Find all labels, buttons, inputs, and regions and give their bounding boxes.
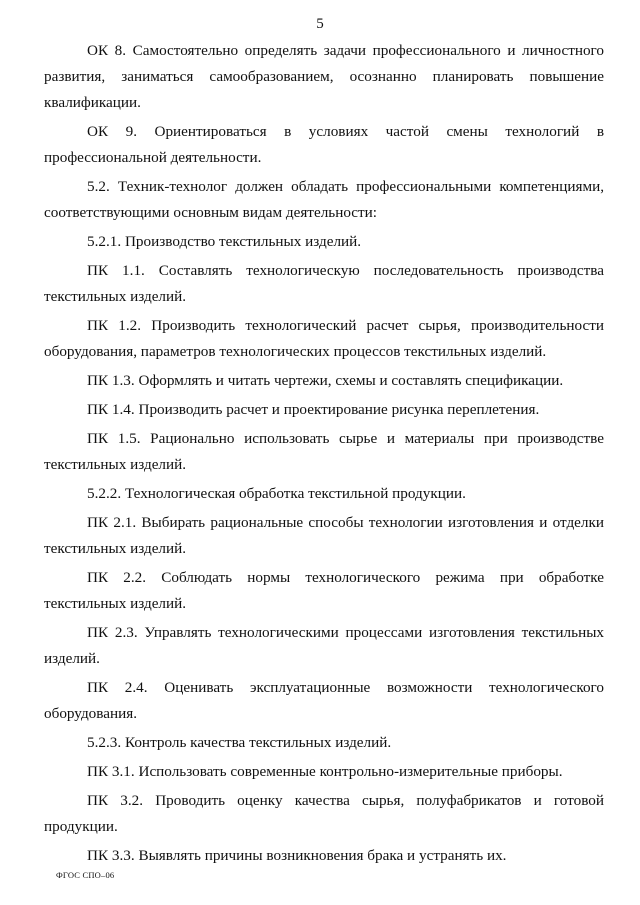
document-body (44, 38, 604, 872)
section-heading-5-2-1: 5.2.1. Производство текстильных изделий. (87, 233, 362, 250)
paragraph-ok8: ОК 8. Самостоятельно определять задачи профессионального и личностного развития, заниматься самообразованием, осознанно планировать повышение квалификации. (44, 42, 604, 111)
paragraph-5-2: 5.2. Техник-технолог должен обладать профессиональными компетенциями, соответствующими основным видам деятельности: (44, 178, 604, 221)
paragraph-pk-2-2: ПК 2.2. Соблюдать нормы технологического режима при обработке текстильных изделий. (44, 569, 604, 612)
paragraph-pk-3-2: ПК 3.2. Проводить оценку качества сырья, полуфабрикатов и готовой продукции. (44, 792, 604, 835)
paragraph-pk-1-2: ПК 1.2. Производить технологический расчет сырья, производительности оборудования, параметров технологических процессов текстильных изделий. (44, 317, 604, 360)
paragraph-pk-2-4: ПК 2.4. Оценивать эксплуатационные возможности технологического оборудования. (44, 679, 604, 722)
section-heading-5-2-3: 5.2.3. Контроль качества текстильных изделий. (87, 734, 392, 751)
paragraph-pk-1-3: ПК 1.3. Оформлять и читать чертежи, схемы и составлять спецификации. (87, 372, 564, 389)
paragraph-pk-2-1: ПК 2.1. Выбирать рациональные способы технологии изготовления и отделки текстильных изделий. (44, 514, 604, 557)
paragraph-pk-3-1: ПК 3.1. Использовать современные контрольно-измерительные приборы. (87, 763, 563, 780)
paragraph-ok9: ОК 9. Ориентироваться в условиях частой смены технологий в профессиональной деятельности. (44, 123, 604, 166)
paragraph-pk-1-4: ПК 1.4. Производить расчет и проектирование рисунка переплетения. (87, 401, 540, 418)
paragraph-pk-2-3: ПК 2.3. Управлять технологическими процессами изготовления текстильных изделий. (44, 624, 604, 667)
footer-code: ФГОС СПО–06 (56, 870, 115, 880)
paragraph-pk-3-3: ПК 3.3. Выявлять причины возникновения брака и устранять их. (87, 847, 507, 864)
paragraph-pk-1-5: ПК 1.5. Рационально использовать сырье и материалы при производстве текстильных изделий. (44, 430, 604, 473)
paragraph-pk-1-1: ПК 1.1. Составлять технологическую последовательность производства текстильных изделий. (44, 262, 604, 305)
section-heading-5-2-2: 5.2.2. Технологическая обработка текстильной продукции. (87, 485, 466, 502)
page-number: 5 (316, 16, 324, 32)
